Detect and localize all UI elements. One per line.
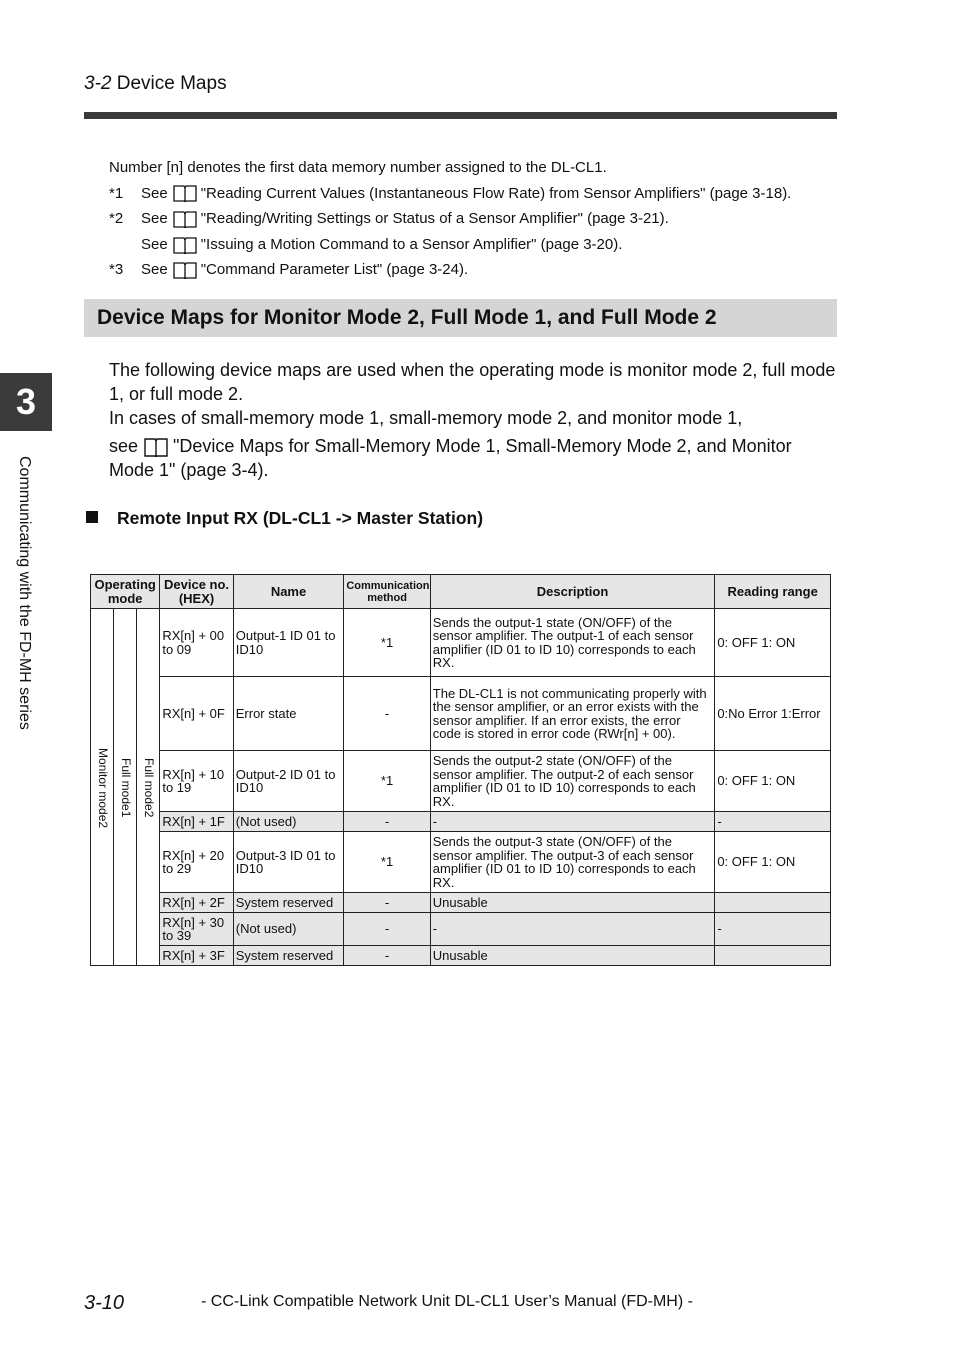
book-reference-icon xyxy=(173,236,197,254)
cell-comm: *1 xyxy=(344,609,430,677)
cell-description: Sends the output-3 state (ON/OFF) of the sensor amplifier. The output-3 of each sensor amplifier (ID 01 to ID 10) corresponds to each RX. xyxy=(430,832,715,893)
square-bullet-icon xyxy=(86,511,98,523)
page-number: 3-10 xyxy=(84,1292,125,1314)
cell-comm: - xyxy=(344,893,430,913)
footnote-mark: *3 xyxy=(109,261,124,279)
see-label: See xyxy=(141,210,168,228)
subheading-text: Remote Input RX (DL-CL1 -> Master Station) xyxy=(117,508,484,528)
header-section-number: 3-2 xyxy=(84,73,112,94)
cell-comm: - xyxy=(344,812,430,832)
intro-paragraph: The following device maps are used when the operating mode is monitor mode 2, full mode 1, or full mode 2. xyxy=(109,360,836,404)
cell-range xyxy=(715,946,831,966)
device-map-table xyxy=(90,574,831,966)
footnote-item xyxy=(109,232,791,258)
book-reference-icon xyxy=(173,261,197,279)
footnote-item xyxy=(109,257,791,283)
footnote-text: "Command Parameter List" (page 3-24). xyxy=(200,261,469,279)
cell-description: - xyxy=(430,812,715,832)
cell-range: 0: OFF 1: ON xyxy=(715,751,831,812)
cell-device: RX[n] + 3F xyxy=(160,946,233,966)
cell-name: Error state xyxy=(233,677,344,751)
header-rule xyxy=(84,112,837,119)
intro-text xyxy=(109,358,839,482)
cell-range: 0: OFF 1: ON xyxy=(715,832,831,893)
footnote-intro xyxy=(109,155,791,181)
footnote-text: "Issuing a Motion Command to a Sensor Amplifier" (page 3-20). xyxy=(200,235,623,253)
cell-range: 0:No Error 1:Error xyxy=(715,677,831,751)
footnote-mark: *2 xyxy=(109,210,124,228)
table-row xyxy=(91,677,831,751)
footnote-intro-text: Number [n] denotes the first data memory number assigned to the DL-CL1. xyxy=(109,159,607,176)
cell-comm: *1 xyxy=(344,832,430,893)
mode-full-mode2 xyxy=(137,609,160,966)
cell-device: RX[n] + 10 to 19 xyxy=(160,751,233,812)
cell-device: RX[n] + 20 to 29 xyxy=(160,832,233,893)
cell-name: (Not used) xyxy=(233,812,344,832)
footnote-mark: *1 xyxy=(109,184,124,202)
footnote-item xyxy=(109,181,791,207)
cell-name: Output-2 ID 01 to ID10 xyxy=(233,751,344,812)
see-label: See xyxy=(141,235,168,253)
cell-range xyxy=(715,893,831,913)
chapter-title: Communicating with the FD-MH series xyxy=(16,456,33,730)
mode-full-mode1 xyxy=(114,609,137,966)
header-device-no: Device no. (HEX) xyxy=(160,575,233,609)
footnote-text: "Reading/Writing Settings or Status of a Sensor Amplifier" (page 3-21). xyxy=(200,210,669,228)
intro-paragraph: In cases of small-memory mode 1, small-memory mode 2, and monitor mode 1, xyxy=(109,408,743,428)
running-header xyxy=(84,73,227,95)
cell-description: Unusable xyxy=(430,946,715,966)
section-title: Device Maps for Monitor Mode 2, Full Mode 1, and Full Mode 2 xyxy=(84,299,837,337)
cell-comm: - xyxy=(344,913,430,946)
chapter-tab: 3 xyxy=(0,373,52,431)
mode-label: Full mode1 xyxy=(119,758,134,818)
footer-title: - CC-Link Compatible Network Unit DL-CL1 User’s Manual (FD-MH) - xyxy=(201,1293,693,1310)
see-label: see xyxy=(109,436,139,456)
chapter-side-label xyxy=(15,456,41,786)
cell-name: (Not used) xyxy=(233,913,344,946)
cell-device: RX[n] + 30 to 39 xyxy=(160,913,233,946)
table-header-row xyxy=(91,575,831,609)
table-row xyxy=(91,832,831,893)
intro-reference-text-cont: Mode 1" (page 3-4). xyxy=(109,460,269,480)
cell-description: - xyxy=(430,913,715,946)
cell-comm: *1 xyxy=(344,751,430,812)
cell-name: Output-1 ID 01 to ID10 xyxy=(233,609,344,677)
mode-monitor-mode2 xyxy=(91,609,114,966)
cell-device: RX[n] + 1F xyxy=(160,812,233,832)
cell-comm: - xyxy=(344,677,430,751)
header-section-title: Device Maps xyxy=(116,73,227,94)
cell-description: Sends the output-2 state (ON/OFF) of the sensor amplifier. The output-2 of each sensor amplifier (ID 01 to ID 10) corresponds to each RX. xyxy=(430,751,715,812)
cell-range: 0: OFF 1: ON xyxy=(715,609,831,677)
cell-device: RX[n] + 00 to 09 xyxy=(160,609,233,677)
book-reference-icon xyxy=(173,210,197,228)
table-row xyxy=(91,893,831,913)
cell-range: - xyxy=(715,812,831,832)
table-row xyxy=(91,913,831,946)
footnotes xyxy=(109,155,791,283)
cell-description: Unusable xyxy=(430,893,715,913)
mode-label: Monitor mode2 xyxy=(96,747,110,829)
book-reference-icon xyxy=(144,437,168,455)
header-name: Name xyxy=(233,575,344,609)
cell-name: System reserved xyxy=(233,893,344,913)
header-communication-method: Communication method xyxy=(344,575,430,609)
table-row xyxy=(91,609,831,677)
footnote-item xyxy=(109,206,791,232)
header-operating-mode: Operating mode xyxy=(91,575,160,609)
book-reference-icon xyxy=(173,184,197,202)
table-row xyxy=(91,946,831,966)
cell-name: Output-3 ID 01 to ID10 xyxy=(233,832,344,893)
subheading xyxy=(86,508,483,529)
intro-reference xyxy=(109,434,839,458)
header-description: Description xyxy=(430,575,715,609)
mode-label: Full mode2 xyxy=(142,758,157,818)
intro-reference-text: "Device Maps for Small-Memory Mode 1, Small-Memory Mode 2, and Monitor xyxy=(173,436,792,456)
see-label: See xyxy=(141,184,168,202)
cell-range: - xyxy=(715,913,831,946)
table-row xyxy=(91,751,831,812)
cell-device: RX[n] + 2F xyxy=(160,893,233,913)
cell-name: System reserved xyxy=(233,946,344,966)
header-reading-range: Reading range xyxy=(715,575,831,609)
table-row xyxy=(91,812,831,832)
see-label: See xyxy=(141,261,168,279)
footnote-text: "Reading Current Values (Instantaneous Flow Rate) from Sensor Amplifiers" (page 3-18). xyxy=(200,184,792,202)
cell-comm: - xyxy=(344,946,430,966)
cell-device: RX[n] + 0F xyxy=(160,677,233,751)
cell-description: The DL-CL1 is not communicating properly with the sensor amplifier, or an error exists with the sensor amplifier. If an error exists, the error code is stored in error code (RWr[n] + 00). xyxy=(430,677,715,751)
cell-description: Sends the output-1 state (ON/OFF) of the sensor amplifier. The output-1 of each sensor amplifier (ID 01 to ID 10) corresponds to each RX. xyxy=(430,609,715,677)
